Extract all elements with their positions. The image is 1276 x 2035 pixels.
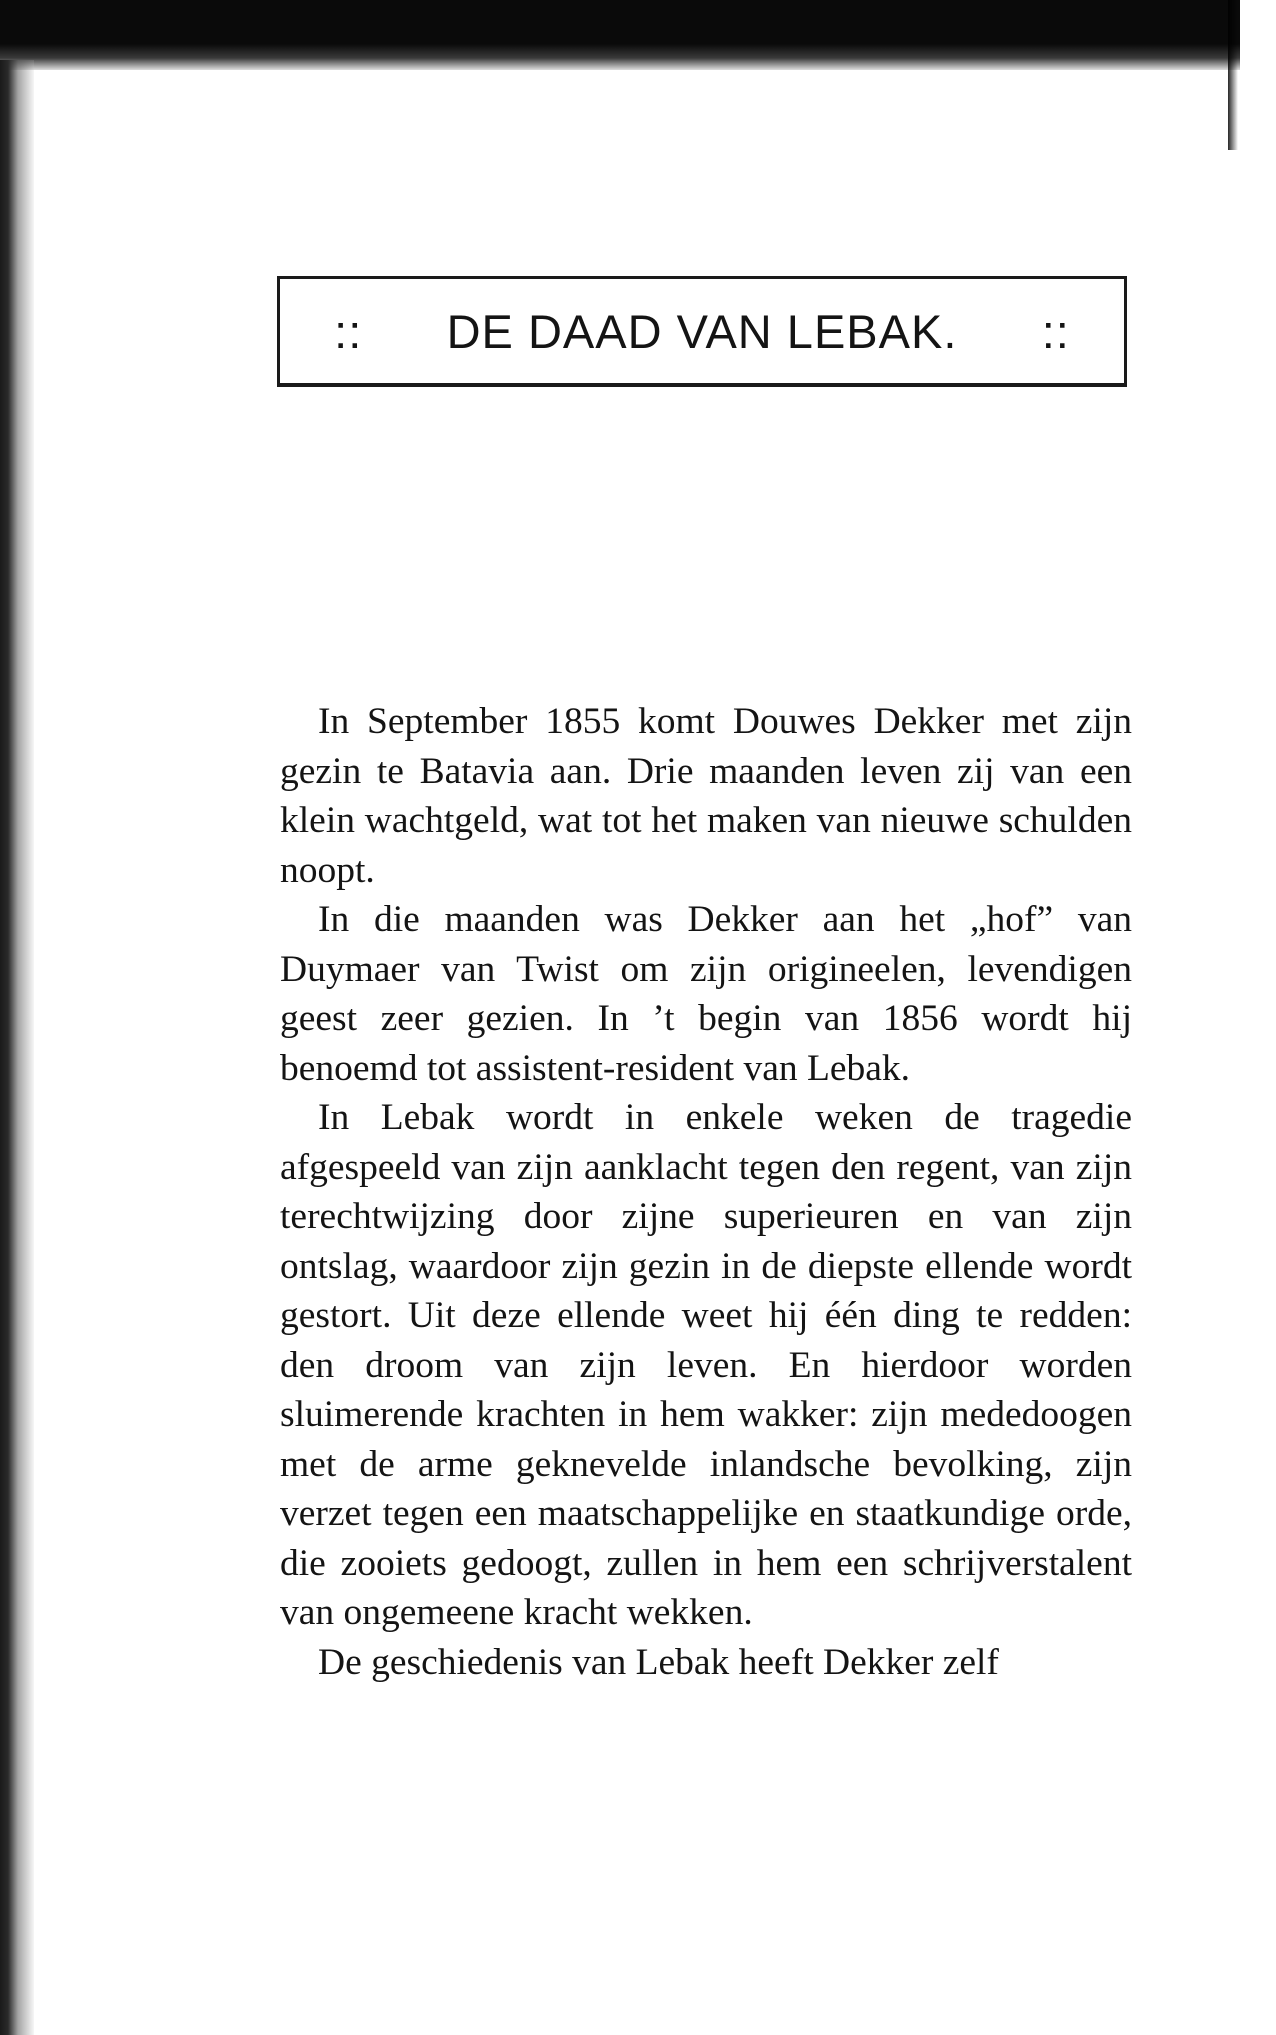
paragraph: In die maanden was Dekker aan het „hof” van Duymaer van Twist om zijn origineelen, levendigen geest zeer gezien. In ’t begin van 1856 wordt hij benoemd tot assistent-resident van Lebak. <box>280 899 1132 1089</box>
chapter-title-box <box>277 276 1127 387</box>
paragraph: In September 1855 komt Douwes Dekker met zijn gezin te Batavia aan. Drie maanden leven zij van een klein wachtgeld, wat tot het maken van nieuwe schulden noopt. <box>280 701 1132 891</box>
body-text <box>280 697 1132 1687</box>
paragraph: In Lebak wordt in enkele weken de tragedie afgespeeld van zijn aanklacht tegen den regent, van zijn terechtwijzing door zijne superieuren en van zijn ontslag, waardoor zijn gezin in de diepste ellende wordt gestort. Uit deze ellende weet hij één ding te redden: den droom van zijn leven. En hierdoor worden sluimerende krachten in hem wakker: zijn mededoogen met de arme geknevelde inlandsche bevolking, zijn verzet tegen een maatschappelijke en staatkundige orde, die zooiets gedoogt, zullen in hem een schrijverstalent van ongemeene kracht wekken. <box>280 1097 1132 1633</box>
scan-left-edge <box>0 60 34 2035</box>
scan-right-shadow <box>1228 0 1238 150</box>
scan-top-edge <box>0 0 1240 70</box>
paragraph: De geschiedenis van Lebak heeft Dekker zelf <box>318 1641 999 1683</box>
chapter-title: :: DE DAAD VAN LEBAK. :: <box>334 304 1070 358</box>
